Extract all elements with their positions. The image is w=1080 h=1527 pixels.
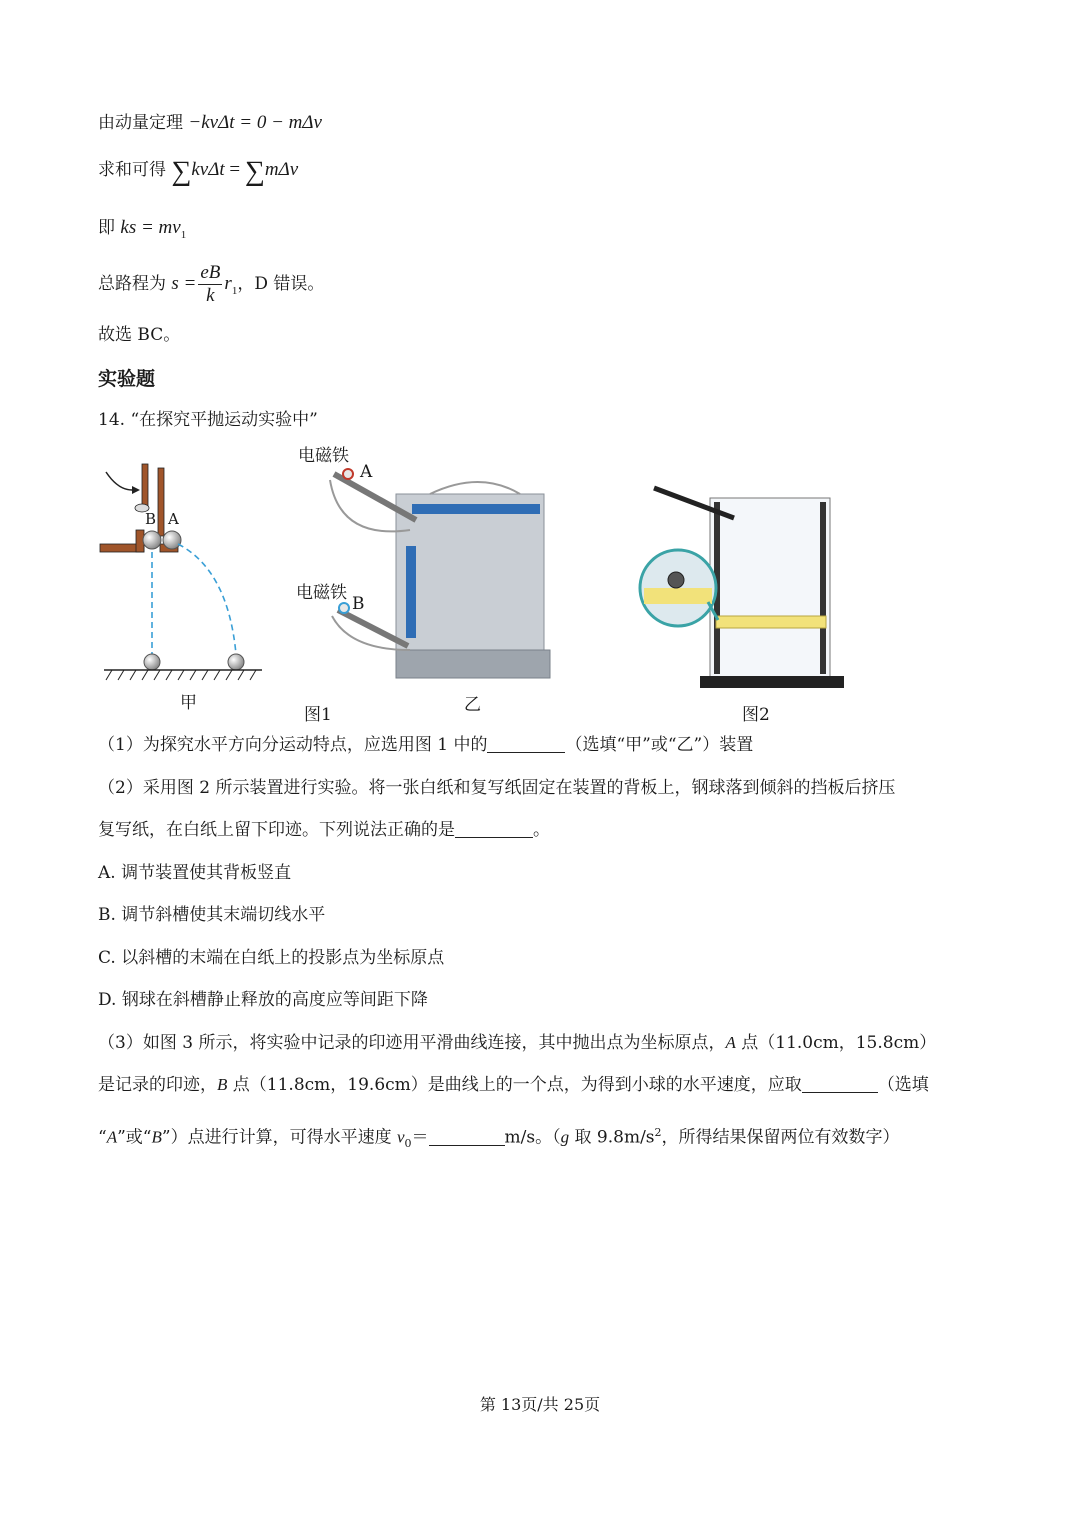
part3-line1: （3）如图 3 所示，将实验中记录的印迹用平滑曲线连接，其中抛出点为坐标原点，A 点（11.0cm，15.8cm） <box>98 1033 937 1053</box>
label-jia: 甲 <box>180 693 197 713</box>
momentum-equation: −kvΔt = 0 − mΔv <box>188 112 322 133</box>
backboard-white <box>710 498 830 678</box>
magnet-a-ball <box>343 469 353 479</box>
momentum-line <box>98 111 322 135</box>
label-fig1: 图1 <box>304 705 332 725</box>
ground-hatch <box>106 670 256 680</box>
ball-a <box>163 531 181 549</box>
parabolic-path <box>178 544 236 654</box>
momentum-label: 由动量定理 <box>98 113 183 133</box>
sum-line <box>98 156 299 187</box>
ji-label: 即 <box>98 218 115 238</box>
arrow-head-icon <box>132 486 140 494</box>
tilted-baffle <box>716 616 826 628</box>
answer-blank-2[interactable] <box>455 819 533 838</box>
figure-2-apparatus <box>630 470 845 695</box>
base-box <box>396 650 550 678</box>
magnet-label-top: 电磁铁 <box>298 446 349 466</box>
page-footer: 第 13页/共 25页 <box>479 1395 601 1414</box>
figure-yi-apparatus <box>300 450 560 690</box>
base-plate <box>700 676 844 688</box>
sum-label: 求和可得 <box>98 160 166 180</box>
backboard <box>396 494 544 666</box>
side-plate <box>158 468 164 536</box>
sum-equation: ∑kvΔt = ∑mΔv <box>171 156 299 187</box>
path-equation: s = $\frac{eB}{k}$ $r_1$ <box>171 262 238 307</box>
label-fig2: 图2 <box>742 705 770 725</box>
path-label: 总路程为 <box>98 274 166 294</box>
ji-equation: ks = $mv_1$ <box>120 217 187 241</box>
part1-line: （1）为探究水平方向分运动特点，应选用图 1 中的 （选填“甲”或“乙”）装置 <box>98 735 754 755</box>
part2-line1: （2）采用图 2 所示装置进行实验。将一张白纸和复写纸固定在装置的背板上，钢球落到倾斜的挡板后挤压 <box>98 778 896 798</box>
vertical-track <box>406 546 416 638</box>
option-d[interactable]: D. 钢球在斜槽静止释放的高度应等间距下降 <box>98 990 428 1010</box>
part2-line2: 复写纸，在白纸上留下印迹。下列说法正确的是 。 <box>98 820 550 840</box>
landed-ball-b <box>144 654 160 670</box>
horizontal-track <box>412 504 540 514</box>
label-b-jia: B <box>145 510 157 528</box>
option-c[interactable]: C. 以斜槽的末端在白纸上的投影点为坐标原点 <box>98 948 445 968</box>
part3-line2: 是记录的印迹，B 点（11.8cm，19.6cm）是曲线上的一个点，为得到小球的水平速度，应取 （选填 <box>98 1075 929 1095</box>
path-tail: ，D 错误。 <box>237 274 325 294</box>
answer-blank-4[interactable] <box>429 1127 505 1146</box>
question-title: 14. “在探究平抛运动实验中” <box>98 410 318 430</box>
conclusion: 故选 BC。 <box>98 325 181 345</box>
ji-line <box>98 216 186 247</box>
v0-symbol: v <box>396 1127 405 1147</box>
magnet-label-bottom: 电磁铁 <box>296 583 347 603</box>
top-cable <box>430 482 520 494</box>
magnet-b-ball <box>339 603 349 613</box>
rotate-arrow <box>106 472 132 490</box>
option-a[interactable]: A. 调节装置使其背板竖直 <box>98 863 292 883</box>
figure-jia-diagram <box>98 460 268 690</box>
label-b-yi: B <box>352 594 365 614</box>
label-yi: 乙 <box>464 695 481 715</box>
right-rail <box>820 502 826 674</box>
ball-b <box>143 531 161 549</box>
label-a-jia: A <box>168 510 179 528</box>
part3-line3: “A”或“B”）点进行计算，可得水平速度 $v_0= m/s$。（g 取 $9.8m/s^2$，所得结果保留两位有效数字） <box>98 1126 900 1151</box>
section-heading: 实验题 <box>98 368 156 390</box>
inset-baffle <box>644 588 712 604</box>
path-line <box>98 260 324 315</box>
hammer-arm <box>142 464 148 510</box>
option-b[interactable]: B. 调节斜槽使其末端切线水平 <box>98 905 326 925</box>
landed-ball-a <box>228 654 244 670</box>
answer-blank-1[interactable] <box>487 734 565 753</box>
label-a-yi: A <box>360 462 373 482</box>
answer-blank-3[interactable] <box>802 1074 878 1093</box>
inset-ball <box>668 572 684 588</box>
